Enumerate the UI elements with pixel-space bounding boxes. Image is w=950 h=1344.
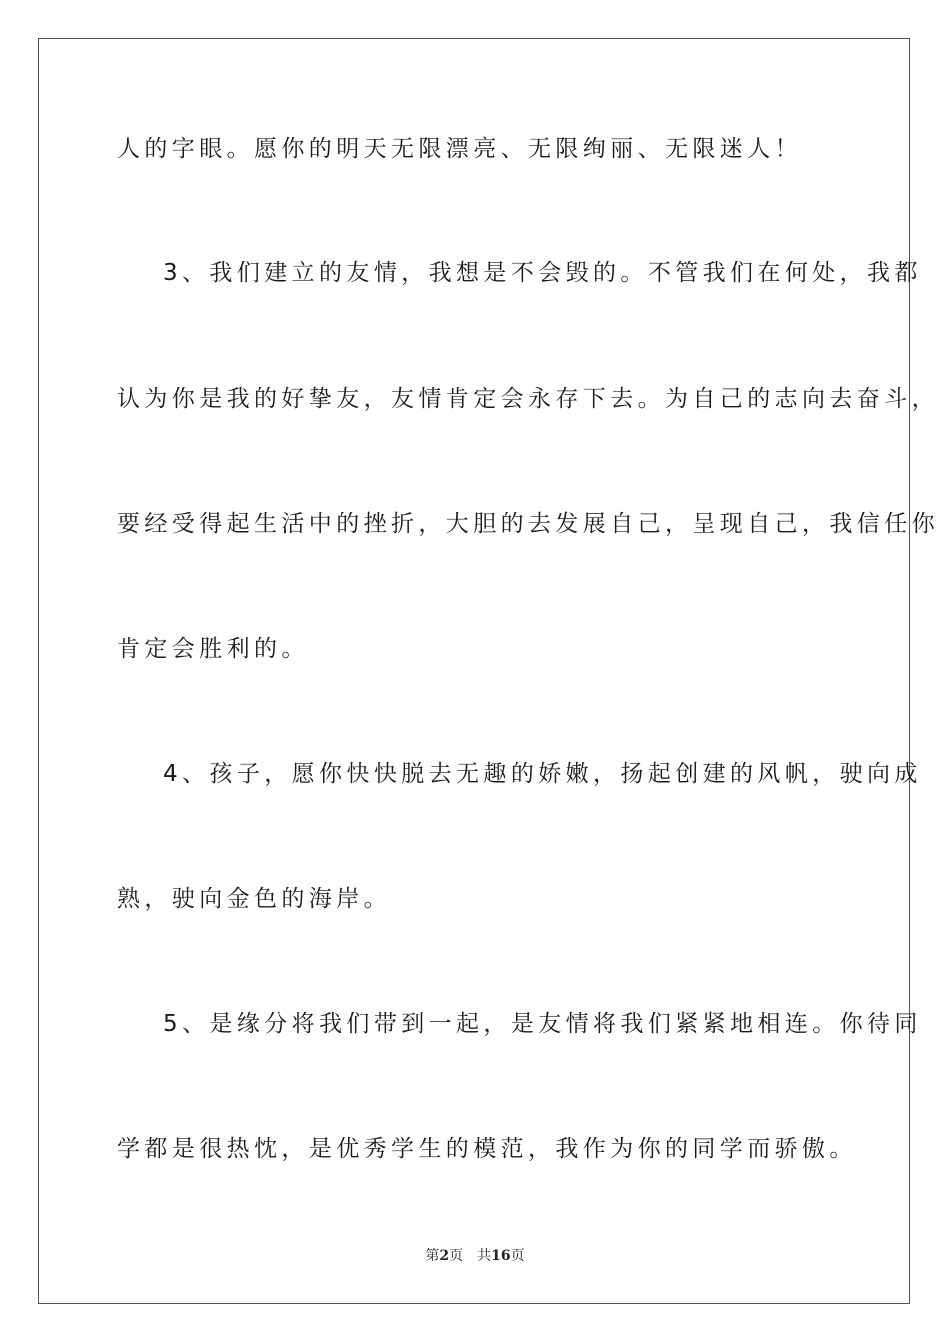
text-line-6: 4、孩子，愿你快快脱去无趣的娇嫩，扬起创建的风帆，驶向成 xyxy=(163,761,922,787)
text-line-9: 学都是很热忱，是优秀学生的模范，我作为你的同学而骄傲。 xyxy=(117,1136,857,1162)
text-line-8: 5、是缘分将我们带到一起，是友情将我们紧紧地相连。你待同 xyxy=(163,1011,922,1037)
total-pages: 16 xyxy=(491,1248,511,1264)
page-border xyxy=(38,38,939,1304)
text-line-4: 要经受得起生活中的挫折，大胆的去发展自己，呈现自己，我信任你 xyxy=(117,511,939,537)
text-line-1: 人的字眼。愿你的明天无限漂亮、无限绚丽、无限迷人！ xyxy=(117,136,802,162)
page-suffix: 页 xyxy=(449,1248,464,1264)
text-line-2: 3、我们建立的友情，我想是不会毁的。不管我们在何处，我都 xyxy=(163,260,922,286)
text-line-5: 肯定会胜利的。 xyxy=(117,636,309,662)
text-line-3: 认为你是我的好挚友，友情肯定会永存下去。为自己的志向去奋斗， xyxy=(117,386,939,412)
page-footer xyxy=(0,1247,950,1265)
page-prefix: 第 xyxy=(425,1248,440,1264)
total-suffix: 页 xyxy=(510,1248,525,1264)
text-line-7: 熟，驶向金色的海岸。 xyxy=(117,886,391,912)
page-number: 2 xyxy=(439,1248,450,1264)
total-prefix: 共 xyxy=(477,1248,492,1264)
